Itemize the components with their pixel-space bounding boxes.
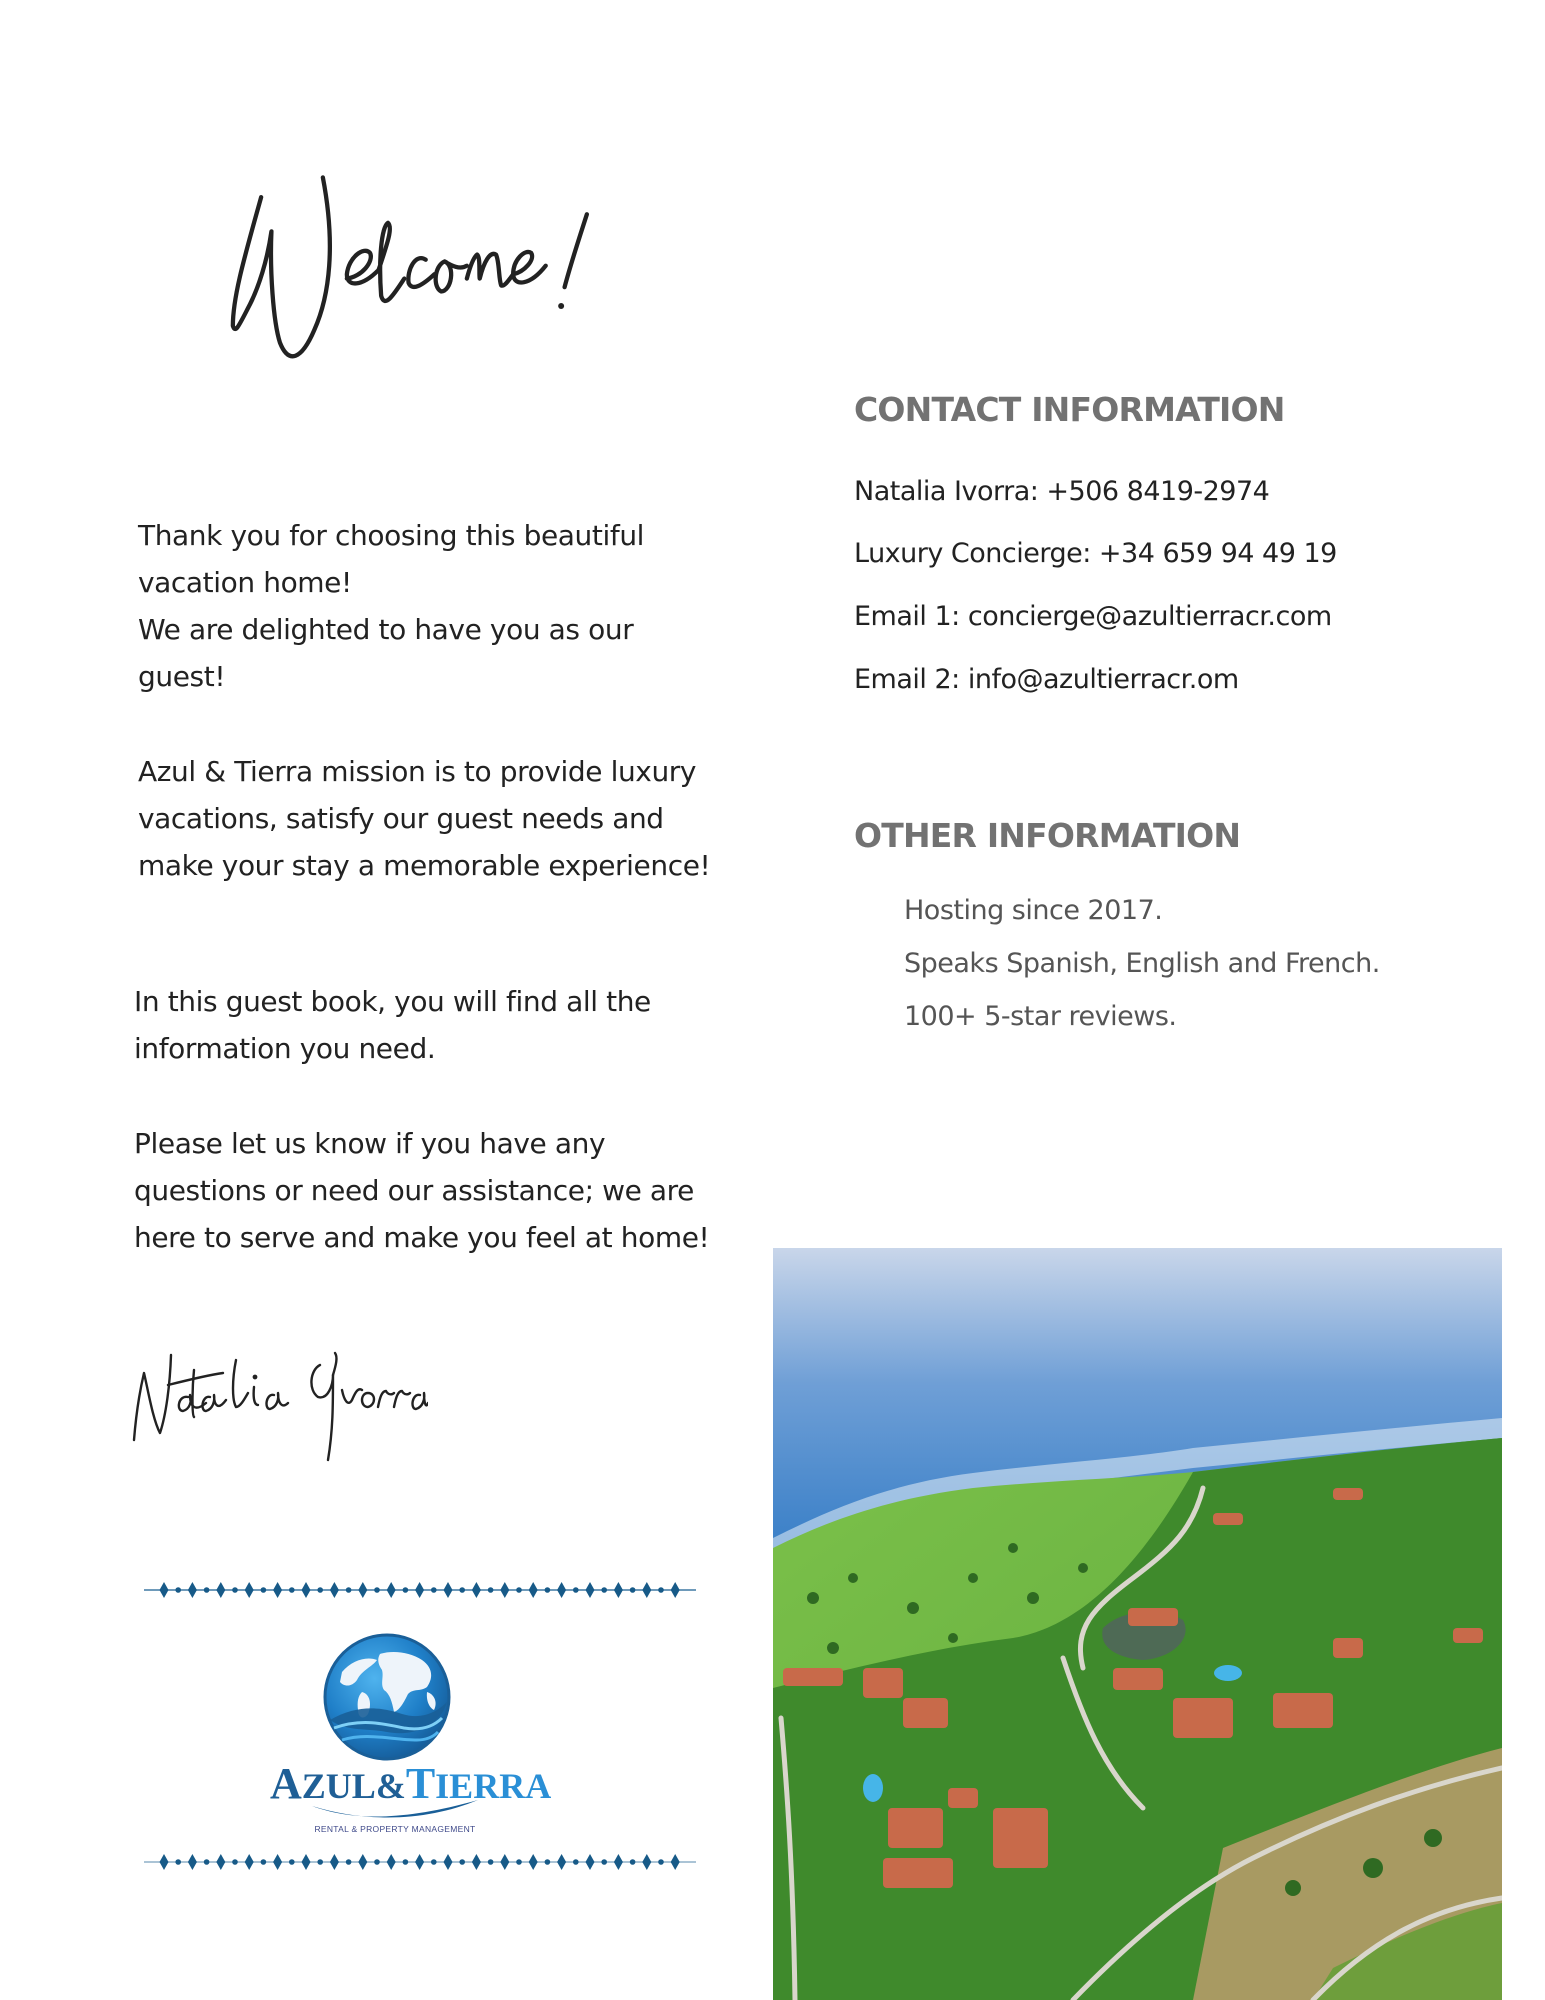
assistance-paragraph [134,1120,724,1261]
divider-diamond [529,1582,538,1598]
ornamental-divider-bottom [144,1852,696,1872]
guest-book-text: In this guest book, you will find all the information you need. [134,985,651,1065]
divider-diamond [671,1854,680,1870]
divider-dot [658,1587,664,1593]
divider-diamond [671,1582,680,1598]
intro-line-delighted: We are delighted to have you as our guest! [138,613,634,693]
contact-phone-concierge: Luxury Concierge: +34 659 94 49 19 [854,538,1337,569]
divider-diamond [358,1582,367,1598]
divider-dot [431,1859,437,1865]
divider-diamond [273,1582,282,1598]
signature [128,1345,428,1465]
divider-diamond [216,1854,225,1870]
divider-dot [374,1859,380,1865]
other-reviews: 100+ 5-star reviews. [904,1001,1177,1032]
divider-dot [204,1859,210,1865]
other-hosting-since: Hosting since 2017. [904,895,1163,926]
divider-dot [289,1859,295,1865]
aerial-photo-art [773,1248,1502,2000]
divider-diamond [387,1854,396,1870]
divider-diamond [188,1854,197,1870]
divider-diamond [500,1854,509,1870]
logo-letter-a: A [270,1759,302,1808]
divider-pattern [144,1580,696,1600]
divider-diamond [614,1854,623,1870]
divider-diamond [330,1582,339,1598]
divider-dot [261,1587,267,1593]
divider-dot [403,1859,409,1865]
divider-diamond [472,1854,481,1870]
divider-diamond [160,1582,169,1598]
divider-dot [374,1587,380,1593]
divider-dot [346,1859,352,1865]
logo-text-ierra: IERRA [435,1766,552,1806]
divider-dot [403,1587,409,1593]
divider-dot [488,1587,494,1593]
divider-diamond [500,1582,509,1598]
divider-dot [232,1587,238,1593]
divider-diamond [444,1582,453,1598]
contact-email-2: Email 2: info@azultierracr.om [854,664,1239,695]
divider-dot [601,1859,607,1865]
divider-dot [175,1859,181,1865]
divider-dot [261,1859,267,1865]
logo-wave-icon [310,1798,480,1824]
divider-dot [289,1587,295,1593]
divider-dot [573,1587,579,1593]
ornamental-divider-top [144,1580,696,1600]
divider-diamond [188,1582,197,1598]
logo-ampersand: & [375,1766,406,1806]
logo-letter-t: T [405,1759,436,1808]
intro-line-thank-you: Thank you for choosing this beautiful vacation home! [138,519,645,599]
signature-art [128,1345,428,1465]
divider-diamond [245,1854,254,1870]
divider-diamond [557,1854,566,1870]
mission-text: Azul & Tierra mission is to provide luxury vacations, satisfy our guest needs and make your stay a memorable experience! [138,755,711,882]
divider-diamond [415,1854,424,1870]
divider-dot [545,1859,551,1865]
welcome-title [175,150,625,390]
mission-paragraph [138,748,728,889]
divider-dot [317,1859,323,1865]
divider-diamond [273,1854,282,1870]
divider-diamond [387,1582,396,1598]
divider-diamond [529,1854,538,1870]
divider-diamond [330,1854,339,1870]
contact-email-1: Email 1: concierge@azultierracr.com [854,601,1332,632]
divider-diamond [642,1582,651,1598]
divider-dot [630,1859,636,1865]
divider-diamond [557,1582,566,1598]
divider-dot [516,1859,522,1865]
contact-phone-natalia: Natalia Ivorra: +506 8419-2974 [854,476,1270,507]
guest-book-paragraph [134,978,724,1072]
logo-text-zul: ZUL [301,1766,376,1806]
divider-diamond [415,1582,424,1598]
divider-diamond [245,1582,254,1598]
divider-dot [630,1587,636,1593]
divider-diamond [586,1854,595,1870]
divider-diamond [302,1854,311,1870]
divider-dot [204,1587,210,1593]
azul-tierra-logo [270,1628,552,1838]
divider-dot [232,1859,238,1865]
assistance-text: Please let us know if you have any questions or need our assistance; we are here to serve and make you feel at home! [134,1127,710,1254]
divider-diamond [444,1854,453,1870]
divider-diamond [358,1854,367,1870]
divider-dot [431,1587,437,1593]
contact-information-heading: CONTACT INFORMATION [854,390,1285,429]
globe-icon [322,1632,452,1762]
other-languages: Speaks Spanish, English and French. [904,948,1380,979]
divider-dot [317,1587,323,1593]
divider-diamond [216,1582,225,1598]
divider-dot [488,1859,494,1865]
divider-dot [545,1587,551,1593]
divider-dot [573,1859,579,1865]
divider-diamond [614,1582,623,1598]
divider-dot [346,1587,352,1593]
intro-paragraph-1 [138,512,728,700]
divider-dot [601,1587,607,1593]
divider-diamond [472,1582,481,1598]
divider-dot [658,1859,664,1865]
divider-pattern [144,1852,696,1872]
divider-diamond [302,1582,311,1598]
divider-dot [459,1587,465,1593]
other-information-heading: OTHER INFORMATION [854,816,1241,855]
logo-tagline: RENTAL & PROPERTY MANAGEMENT [314,1824,476,1834]
divider-diamond [642,1854,651,1870]
divider-dot [459,1859,465,1865]
divider-dot [516,1587,522,1593]
aerial-coast-photo [773,1248,1502,2000]
divider-diamond [586,1582,595,1598]
welcome-script-art [175,150,625,390]
divider-dot [175,1587,181,1593]
divider-diamond [160,1854,169,1870]
